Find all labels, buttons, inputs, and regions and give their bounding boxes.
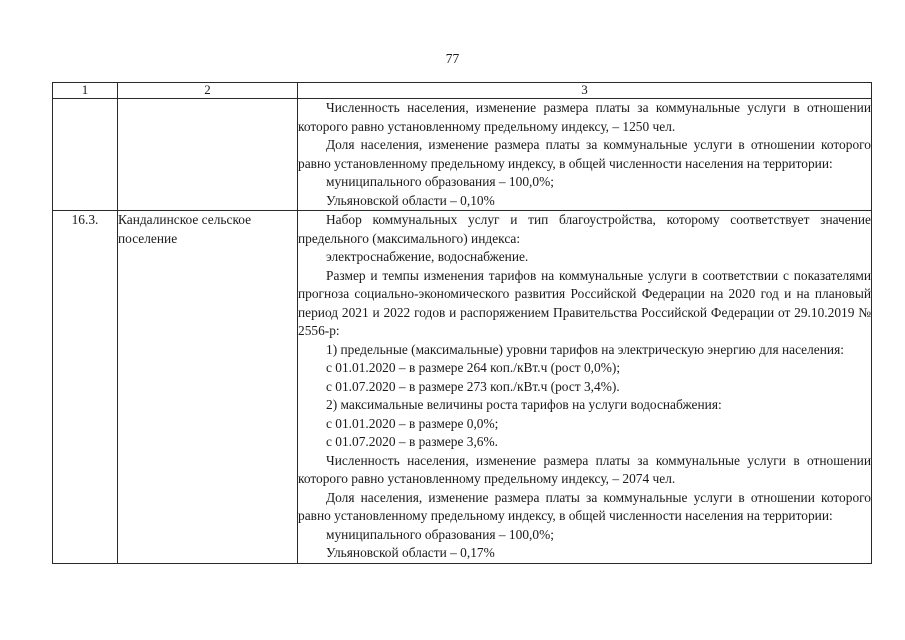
page-number: 77 (445, 51, 460, 66)
paragraph-population-count: Численность населения, изменение размера платы за коммунальные услуги в отношении которого равно установленному предельному индексу, – 2074 чел. (298, 452, 871, 486)
paragraph-services: электроснабжение, водоснабжение. (326, 249, 529, 264)
paragraph-population-share: Доля населения, изменение размера платы за коммунальные услуги в отношении которого равно установленному предельному индексу, в общей численности населения на территории: (298, 137, 871, 171)
header-col-2: 2 (118, 83, 298, 99)
paragraph-water-heading: 2) максимальные величины роста тарифов на услуги водоснабжения: (326, 397, 722, 412)
paragraph-population-count: Численность населения, изменение размера платы за коммунальные услуги в отношении которого равно установленному предельному индексу, – 1250 чел. (298, 100, 871, 134)
row-name: Кандалинское сельское поселение (118, 211, 298, 564)
paragraph-electricity-heading: 1) предельные (максимальные) уровни тарифов на электрическую энергию для населения: (326, 341, 844, 357)
table-row (53, 99, 872, 211)
row-content (298, 99, 872, 211)
paragraph-electricity-jan: с 01.01.2020 – в размере 264 коп./кВт.ч (рост 0,0%); (326, 360, 621, 375)
row-name (118, 99, 298, 211)
table-row (53, 211, 872, 564)
paragraph-population-share: Доля населения, изменение размера платы за коммунальные услуги в отношении которого равно установленному предельному индексу, в общей численности населения на территории: (298, 489, 871, 523)
row-number: 16.3. (53, 211, 118, 564)
paragraph-municipal-share: муниципального образования – 100,0%; (326, 526, 554, 542)
paragraph-tariff-basis: Размер и темпы изменения тарифов на коммунальные услуги в соответствии с показателями прогноза социально-экономического развития Российской Федерации на 2020 год и на плановый период 2021 и 2022 годов и распоряжением Правительства Российской Федерации от 29.10.2019 № 2556-р: (298, 267, 871, 338)
header-col-3: 3 (298, 83, 872, 99)
header-col-1: 1 (53, 83, 118, 99)
paragraph-service-set: Набор коммунальных услуг и тип благоустройства, которому соответствует значение предельного (максимального) индекса: (298, 212, 871, 246)
paragraph-water-jul: с 01.07.2020 – в размере 3,6%. (326, 434, 498, 449)
table-header-row (53, 83, 872, 99)
paragraph-region-share: Ульяновской области – 0,10% (326, 192, 495, 208)
tariff-table (52, 82, 872, 564)
paragraph-water-jan: с 01.01.2020 – в размере 0,0%; (326, 415, 499, 431)
row-number (53, 99, 118, 211)
paragraph-region-share: Ульяновской области – 0,17% (326, 545, 495, 560)
paragraph-municipal-share: муниципального образования – 100,0%; (326, 174, 554, 189)
row-content (298, 211, 872, 564)
paragraph-electricity-jul: с 01.07.2020 – в размере 273 коп./кВт.ч (рост 3,4%). (326, 378, 620, 394)
